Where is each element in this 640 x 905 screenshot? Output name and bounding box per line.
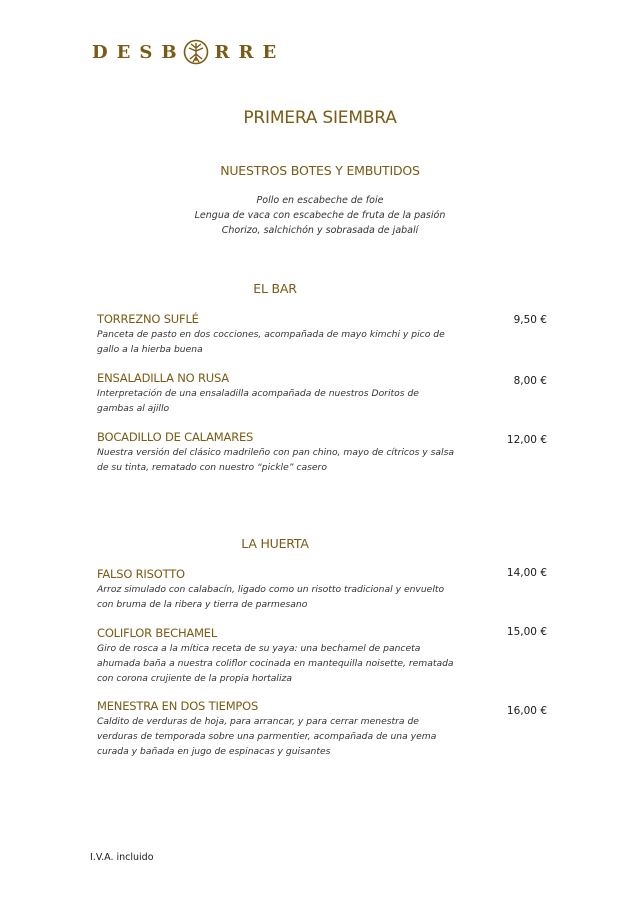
menu-item bbox=[97, 626, 547, 686]
menu-item-desc: Panceta de pasto en dos cocciones, acompañada de mayo kimchi y pico de gallo a la hierba buena bbox=[97, 329, 445, 355]
botes-line: Pollo en escabeche de foie bbox=[256, 195, 384, 206]
menu-item-name: TORREZNO SUFLÉ bbox=[97, 312, 199, 326]
menu-item-price: 12,00 € bbox=[506, 434, 547, 446]
menu-item-name: BOCADILLO DE CALAMARES bbox=[97, 430, 254, 444]
menu-item-name: COLIFLOR BECHAMEL bbox=[97, 626, 218, 640]
page-title: PRIMERA SIEMBRA bbox=[243, 108, 397, 128]
menu-item-price: 16,00 € bbox=[506, 705, 547, 717]
huerta-section-title: LA HUERTA bbox=[241, 536, 309, 551]
menu-item-desc: Caldito de verduras de hoja, para arrancar, y para cerrar menestra de verduras de temporada sobre una parmentier, acompañada de una yema curada y bañada en jugo de espinacas y guisantes bbox=[97, 716, 437, 757]
menu-item bbox=[97, 699, 547, 759]
bar-section-title: EL BAR bbox=[253, 281, 297, 296]
logo-text-right: RRE bbox=[214, 41, 286, 63]
menu-item-name: ENSALADILLA NO RUSA bbox=[97, 371, 229, 385]
menu-item-desc: Arroz simulado con calabacín, ligado como un risotto tradicional y envuelto con bruma de la ribera y tierra de parmesano bbox=[97, 584, 445, 610]
menu-item-desc: Nuestra versión del clásico madrileño con pan chino, mayo de cítricos y salsa de su tinta, rematado con nuestro “pickle” casero bbox=[97, 447, 455, 473]
footer-note: I.V.A. incluido bbox=[90, 852, 154, 863]
menu-item bbox=[97, 567, 547, 612]
menu-item-price: 8,00 € bbox=[513, 375, 547, 387]
menu-item-name: FALSO RISOTTO bbox=[97, 567, 185, 581]
botes-section-title: NUESTROS BOTES Y EMBUTIDOS bbox=[220, 163, 420, 178]
menu-item-price: 14,00 € bbox=[506, 567, 547, 579]
brand-logo bbox=[92, 38, 285, 66]
botes-line: Chorizo, salchichón y sobrasada de jabalí bbox=[221, 225, 419, 236]
menu-item-desc: Giro de rosca a la mítica receta de su yaya: una bechamel de panceta ahumada baña a nuestra coliflor cocinada en mantequilla noisette, rematada con corona crujiente de la propia hortaliza bbox=[97, 643, 454, 684]
menu-item-desc: Interpretación de una ensaladilla acompañada de nuestros Doritos de gambas al ajillo bbox=[97, 388, 419, 414]
tree-roots-icon bbox=[183, 39, 209, 65]
logo-text-left: DESB bbox=[92, 41, 186, 63]
menu-item bbox=[97, 430, 547, 475]
botes-line: Lengua de vaca con escabeche de fruta de la pasión bbox=[194, 210, 446, 221]
menu-item-price: 9,50 € bbox=[513, 314, 547, 326]
menu-item bbox=[97, 312, 547, 357]
menu-item-price: 15,00 € bbox=[506, 626, 547, 638]
menu-item-name: MENESTRA EN DOS TIEMPOS bbox=[97, 699, 259, 713]
menu-item bbox=[97, 371, 547, 416]
